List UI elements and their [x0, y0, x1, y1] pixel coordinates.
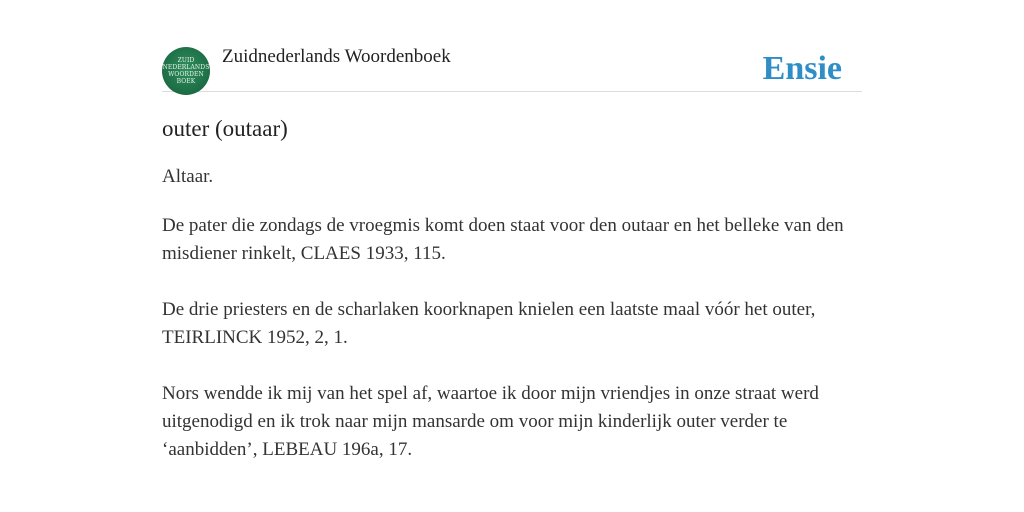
logo-line: ZUID [177, 57, 195, 64]
example-list [162, 212, 862, 464]
ensie-logo[interactable]: Ensie [762, 50, 842, 87]
entry-definition: Altaar. [162, 166, 214, 187]
entry-card [162, 40, 862, 492]
source-logo[interactable] [162, 47, 210, 95]
source-header [162, 40, 862, 92]
logo-line: BOEK [176, 78, 196, 85]
source-title[interactable]: Zuidnederlands Woordenboek [222, 46, 451, 67]
example-quote: Nors wendde ik mij van het spel af, waartoe ik door mijn vriendjes in onze straat werd uitgenodigd en ik trok naar mijn mansarde om voor mijn kinderlijk outer verder te ‘aanbidden’, LEBEAU 196a, 17. [162, 383, 819, 460]
entry-title: outer (outaar) [162, 116, 288, 141]
logo-line: NEDERLANDS [162, 64, 210, 71]
logo-line: WOORDEN [168, 71, 204, 78]
example-quote: De drie priesters en de scharlaken koorknapen knielen een laatste maal vóór het outer, TEIRLINCK 1952, 2, 1. [162, 299, 816, 348]
example-quote: De pater die zondags de vroegmis komt doen staat voor den outaar en het belleke van den misdiener rinkelt, CLAES 1933, 115. [162, 215, 844, 264]
